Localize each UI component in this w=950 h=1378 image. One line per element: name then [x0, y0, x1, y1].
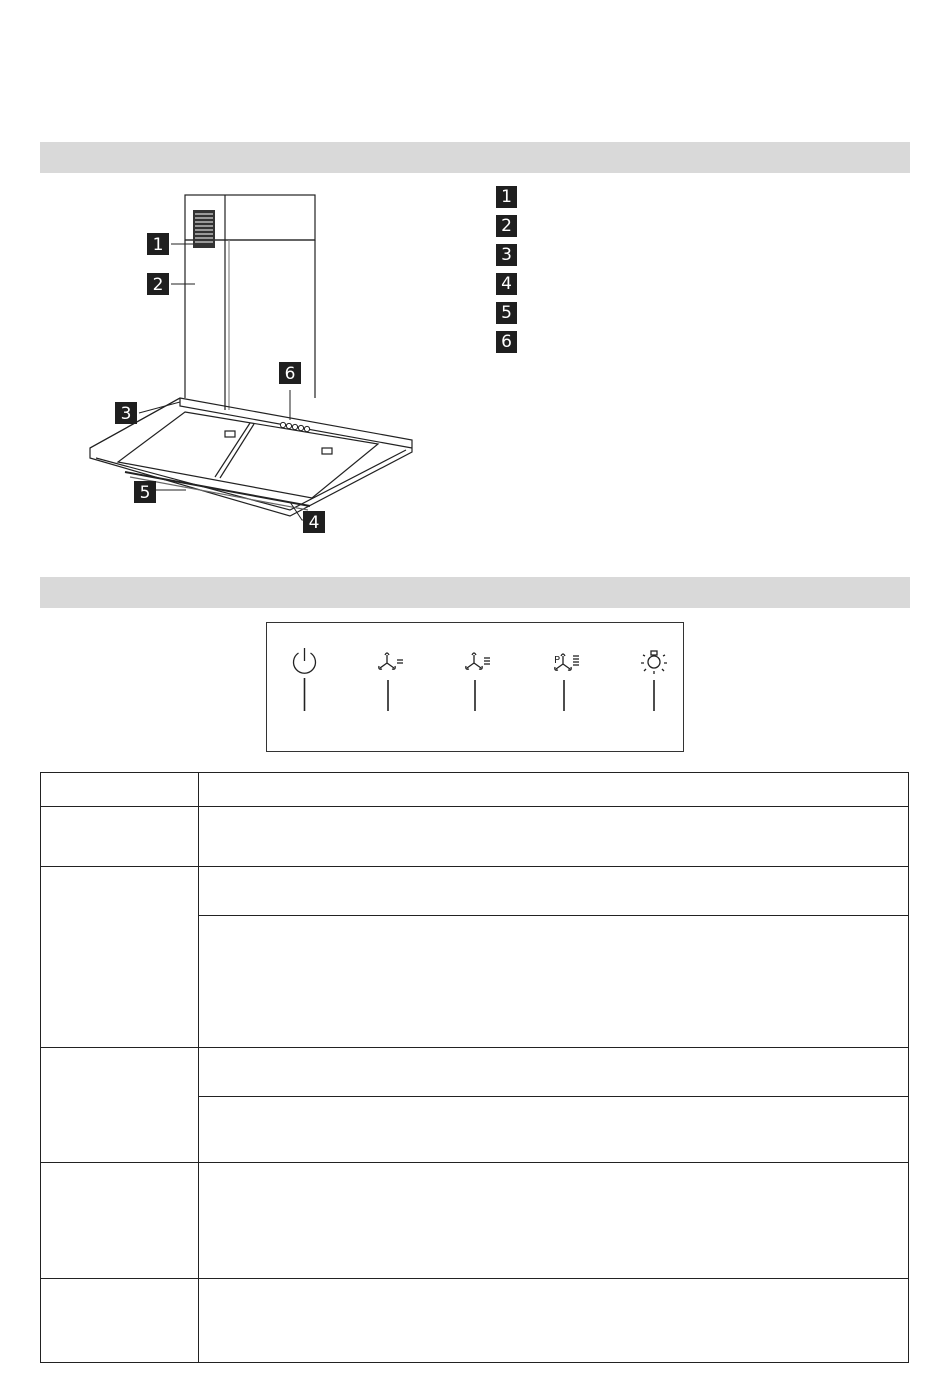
table-cell — [199, 916, 909, 1048]
light-icon — [641, 651, 667, 711]
table-row — [41, 807, 909, 867]
callout-3 — [115, 402, 137, 424]
boost-letter: P — [554, 655, 561, 666]
table-cell — [41, 807, 199, 867]
table-cell — [199, 1097, 909, 1163]
callout-2 — [147, 273, 169, 295]
legend-number: 1 — [496, 186, 517, 208]
legend-item — [496, 302, 517, 331]
table-cell — [199, 1048, 909, 1097]
table-cell — [41, 1048, 199, 1163]
legend-number: 5 — [496, 302, 517, 324]
legend-number: 3 — [496, 244, 517, 266]
table-cell — [199, 773, 909, 807]
table-row — [41, 867, 909, 916]
table-row — [41, 1279, 909, 1363]
legend-number: 2 — [496, 215, 517, 237]
table-cell — [41, 773, 199, 807]
section-header-bar-overview — [40, 142, 910, 173]
table-cell — [41, 1163, 199, 1279]
section-header-bar-control-panel — [40, 577, 910, 608]
table-cell — [199, 807, 909, 867]
callout-5 — [134, 481, 156, 503]
fan-speed-1-icon — [379, 653, 403, 711]
table-cell — [199, 867, 909, 916]
fan-speed-2-icon — [466, 653, 490, 711]
control-panel — [266, 622, 684, 752]
callout-label-3: 3 — [120, 404, 132, 424]
table-row — [41, 773, 909, 807]
legend-item — [496, 186, 517, 215]
table-cell — [41, 867, 199, 1048]
table-row — [41, 1163, 909, 1279]
callout-label-6: 6 — [284, 364, 296, 384]
table-row — [41, 1048, 909, 1097]
callout-label-4: 4 — [308, 513, 320, 533]
callout-label-1: 1 — [152, 235, 164, 255]
legend-item — [496, 215, 517, 244]
table-cell — [199, 1163, 909, 1279]
legend-item — [496, 331, 517, 360]
callout-label-5: 5 — [139, 483, 151, 503]
table-cell — [41, 1279, 199, 1363]
legend-number: 6 — [496, 331, 517, 353]
parts-legend — [496, 186, 517, 360]
callout-label-2: 2 — [152, 275, 164, 295]
vent-grille — [193, 210, 215, 248]
callout-6 — [279, 362, 301, 384]
power-icon — [294, 648, 316, 711]
callout-4 — [303, 511, 325, 533]
legend-item — [496, 244, 517, 273]
legend-item — [496, 273, 517, 302]
cooker-hood-diagram — [40, 180, 470, 550]
control-panel-icons — [267, 623, 683, 751]
callout-1 — [147, 233, 169, 255]
operation-table — [40, 772, 909, 1363]
legend-number: 4 — [496, 273, 517, 295]
table-cell — [199, 1279, 909, 1363]
